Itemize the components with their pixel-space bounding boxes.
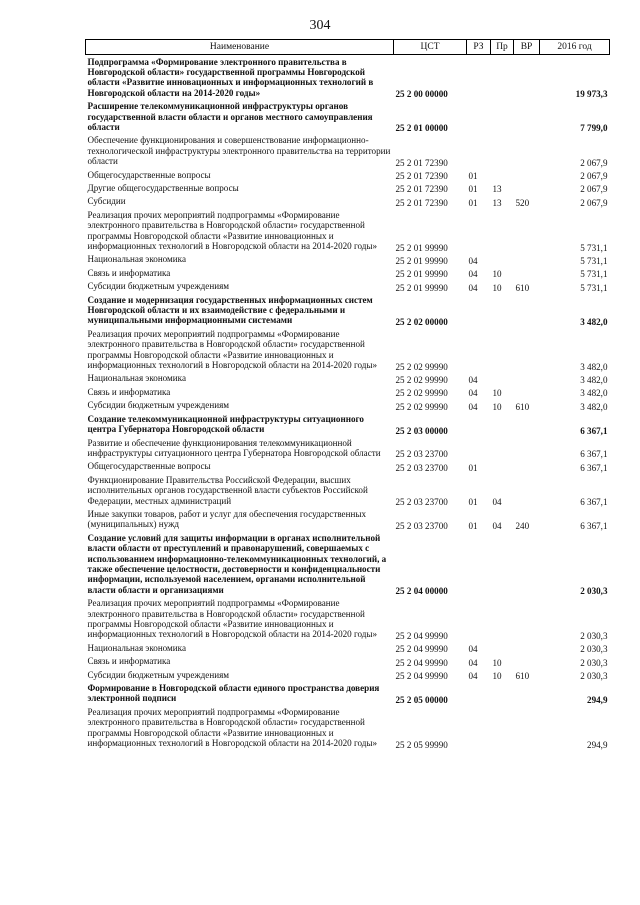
- row-value: 2 030,3: [580, 671, 608, 682]
- row-vr: [514, 705, 540, 750]
- row-vr: [514, 253, 540, 266]
- table-row: [86, 168, 610, 181]
- row-vr: [514, 436, 540, 460]
- table-row: [86, 55, 610, 100]
- row-rz: [467, 293, 491, 327]
- row-cst: 25 2 02 99990: [395, 401, 448, 412]
- header-vr: ВР: [514, 40, 540, 55]
- row-name: Реализация прочих мероприятий подпрограммы «Формирование электронного правительства в Новгородской области» государственной программы Новгородской области «Развитие инновационных и информационных технологий в Новгородской области на 2014-2020 годы»: [87, 328, 378, 371]
- row-value: 294,9: [587, 694, 608, 705]
- row-vr: [514, 327, 540, 372]
- row-rz: [467, 100, 491, 134]
- row-name: Подпрограмма «Формирование электронного правительства в Новгородской области» государственной программы Новгородской области «Развитие инновационных и информационных технологий в Новгородской области на 2014-2020 годы»: [87, 56, 374, 98]
- row-pr: [491, 531, 514, 596]
- row-value: 7 799,0: [580, 123, 608, 134]
- row-name: Расширение телекоммуникационной инфраструктуры органов государственной власти области и органов местного самоуправления области: [87, 101, 373, 132]
- row-pr: 10: [492, 269, 502, 280]
- table-row: [86, 655, 610, 668]
- row-value: 2 067,9: [580, 157, 608, 168]
- row-name: Формирование в Новгородской области единого пространства доверия электронной подписи: [87, 683, 380, 704]
- row-rz: 04: [468, 255, 478, 266]
- row-rz: 01: [468, 171, 478, 182]
- row-vr: [514, 100, 540, 134]
- row-pr: 13: [492, 197, 502, 208]
- row-cst: 25 2 01 72390: [395, 157, 448, 168]
- row-name: Субсидии бюджетным учреждениям: [87, 669, 230, 680]
- table-row: [86, 266, 610, 279]
- row-rz: 04: [468, 269, 478, 280]
- row-rz: [467, 327, 491, 372]
- row-vr: [514, 641, 540, 654]
- row-rz: 04: [468, 282, 478, 293]
- row-name: Создание и модернизация государственных информационных систем Новгородской области и их взаимодействие с федеральными и муниципальными информационными системами: [87, 294, 373, 326]
- row-pr: 10: [492, 401, 502, 412]
- row-cst: 25 2 03 23700: [395, 497, 448, 508]
- row-name: Реализация прочих мероприятий подпрограммы «Формирование электронного правительства в Новгородской области» государственной программы Новгородской области «Развитие инновационных и информационных технологий в Новгородской области на 2014-2020 годы»: [87, 598, 378, 640]
- row-vr: [514, 473, 540, 507]
- row-value: 3 482,0: [580, 361, 608, 372]
- row-value: 6 367,1: [580, 520, 608, 531]
- row-pr: [491, 436, 514, 460]
- row-cst: 25 2 01 99990: [395, 242, 448, 253]
- row-cst: 25 2 04 99990: [395, 657, 448, 668]
- row-vr: [514, 208, 540, 253]
- row-cst: 25 2 03 23700: [395, 462, 448, 473]
- row-pr: [491, 293, 514, 327]
- row-pr: [491, 55, 514, 100]
- row-pr: [491, 208, 514, 253]
- table-row: [86, 399, 610, 412]
- table-row: [86, 253, 610, 266]
- row-vr: [514, 55, 540, 100]
- row-pr: [491, 134, 514, 168]
- row-pr: [491, 327, 514, 372]
- row-cst: 25 2 03 23700: [395, 449, 448, 460]
- row-value: 6 367,1: [580, 425, 608, 436]
- row-value: 3 482,0: [580, 401, 608, 412]
- row-cst: 25 2 05 99990: [395, 739, 448, 750]
- row-pr: 04: [492, 520, 502, 531]
- table-row: [86, 100, 610, 134]
- table-row: [86, 531, 610, 596]
- row-cst: 25 2 04 99990: [395, 671, 448, 682]
- row-rz: 04: [468, 657, 478, 668]
- row-vr: [514, 597, 540, 642]
- row-pr: [491, 641, 514, 654]
- row-value: 2 067,9: [580, 197, 608, 208]
- row-rz: [467, 682, 491, 706]
- table-row: [86, 293, 610, 327]
- table-row: [86, 208, 610, 253]
- row-value: 5 731,1: [580, 269, 608, 280]
- row-vr: [514, 655, 540, 668]
- row-cst: 25 2 04 99990: [395, 644, 448, 655]
- row-pr: [491, 253, 514, 266]
- row-pr: 10: [492, 657, 502, 668]
- row-cst: 25 2 03 00000: [395, 425, 448, 436]
- row-pr: 04: [492, 497, 502, 508]
- table-row: [86, 436, 610, 460]
- row-value: 6 367,1: [580, 497, 608, 508]
- row-pr: 13: [492, 184, 502, 195]
- row-rz: [467, 134, 491, 168]
- row-rz: 01: [468, 462, 478, 473]
- row-cst: 25 2 01 00000: [395, 123, 448, 134]
- row-vr: 610: [515, 671, 530, 682]
- row-vr: 610: [515, 282, 530, 293]
- row-vr: [514, 460, 540, 473]
- header-pr: Пр: [491, 40, 514, 55]
- row-name: Реализация прочих мероприятий подпрограммы «Формирование электронного правительства в Новгородской области» государственной программы Новгородской области «Развитие инновационных и информационных технологий в Новгородской области на 2014-2020 годы»: [87, 209, 378, 251]
- row-value: 5 731,1: [580, 255, 608, 266]
- row-name: Иные закупки товаров, работ и услуг для обеспечения государственных (муниципальных) нужд: [87, 508, 366, 530]
- table-row: [86, 181, 610, 194]
- row-rz: [467, 436, 491, 460]
- row-name: Создание телекоммуникационной инфраструктуры ситуационного центра Губернатора Новгородской области: [87, 413, 364, 435]
- table-row: [86, 195, 610, 208]
- row-name: Национальная экономика: [87, 642, 186, 653]
- row-rz: [467, 597, 491, 642]
- row-value: 2 030,3: [580, 644, 608, 655]
- row-name: Создание условий для защиты информации в органах исполнительной власти области от преступлений и правонарушений, совершаемых с использованием информационно-телекоммуникационных технологий, а также обеспечение целостности, достоверности и конфиденциальности информации, используемой населением, органами исполнительной власти области и организациями: [87, 532, 387, 595]
- row-vr: 610: [515, 401, 530, 412]
- row-vr: [514, 531, 540, 596]
- row-rz: 04: [468, 374, 478, 385]
- row-value: 3 482,0: [580, 316, 608, 327]
- row-value: 3 482,0: [580, 388, 608, 399]
- table-row: [86, 280, 610, 293]
- row-cst: 25 2 01 72390: [395, 184, 448, 195]
- row-vr: [514, 385, 540, 398]
- row-cst: 25 2 04 00000: [395, 586, 448, 597]
- row-value: 5 731,1: [580, 282, 608, 293]
- row-name: Связь и информатика: [87, 656, 171, 667]
- row-cst: 25 2 03 23700: [395, 520, 448, 531]
- row-name: Развитие и обеспечение функционирования телекоммуникационной инфраструктуры ситуационного центра Губернатора Новгородской области: [87, 437, 381, 458]
- row-value: 2 030,3: [580, 630, 608, 641]
- row-vr: [514, 266, 540, 279]
- row-value: 6 367,1: [580, 462, 608, 473]
- header-year: 2016 год: [540, 40, 610, 55]
- table-row: [86, 412, 610, 436]
- row-name: Реализация прочих мероприятий подпрограммы «Формирование электронного правительства в Новгородской области» государственной программы Новгородской области «Развитие инновационных и информационных технологий в Новгородской области на 2014-2020 годы»: [87, 706, 378, 749]
- page-number: 304: [309, 18, 331, 33]
- table-row: [86, 134, 610, 168]
- row-rz: 04: [468, 671, 478, 682]
- table-row: [86, 507, 610, 531]
- row-name: Субсидии бюджетным учреждениям: [87, 400, 230, 411]
- row-rz: 04: [468, 388, 478, 399]
- row-vr: [514, 372, 540, 385]
- row-cst: 25 2 01 99990: [395, 282, 448, 293]
- row-vr: [514, 181, 540, 194]
- row-value: 294,9: [587, 739, 608, 750]
- row-pr: [491, 100, 514, 134]
- row-value: 2 030,3: [580, 586, 608, 597]
- table-row: [86, 460, 610, 473]
- row-rz: 01: [468, 197, 478, 208]
- row-pr: [491, 705, 514, 750]
- row-vr: 240: [515, 520, 530, 531]
- row-name: Связь и информатика: [87, 267, 171, 278]
- row-name: Субсидии бюджетным учреждениям: [87, 281, 230, 292]
- header-rz: РЗ: [467, 40, 491, 55]
- row-cst: 25 2 01 72390: [395, 171, 448, 182]
- table-row: [86, 682, 610, 706]
- row-rz: 04: [468, 644, 478, 655]
- row-name: Субсидии: [87, 196, 126, 207]
- row-name: Другие общегосударственные вопросы: [87, 182, 239, 193]
- row-rz: 01: [468, 497, 478, 508]
- table-row: [86, 705, 610, 750]
- row-cst: 25 2 01 72390: [395, 197, 448, 208]
- row-cst: 25 2 02 99990: [395, 388, 448, 399]
- row-vr: [514, 168, 540, 181]
- row-vr: [514, 134, 540, 168]
- header-cst: ЦСТ: [394, 40, 467, 55]
- row-cst: 25 2 04 99990: [395, 630, 448, 641]
- row-cst: 25 2 01 99990: [395, 269, 448, 280]
- row-pr: [491, 168, 514, 181]
- row-rz: 04: [468, 401, 478, 412]
- row-pr: [491, 682, 514, 706]
- row-value: 2 067,9: [580, 171, 608, 182]
- row-pr: 10: [492, 282, 502, 293]
- row-cst: 25 2 02 99990: [395, 361, 448, 372]
- row-rz: 01: [468, 520, 478, 531]
- table-row: [86, 372, 610, 385]
- row-rz: [467, 55, 491, 100]
- row-cst: 25 2 01 99990: [395, 255, 448, 266]
- row-vr: [514, 682, 540, 706]
- budget-table: [85, 39, 610, 750]
- row-vr: 520: [515, 197, 530, 208]
- table-row: [86, 327, 610, 372]
- row-name: Общегосударственные вопросы: [87, 169, 211, 180]
- row-name: Обеспечение функционирования и совершенствование информационно-технологической инфраструктуры электронного правительства на территории области: [87, 135, 391, 167]
- row-rz: [467, 208, 491, 253]
- row-name: Национальная экономика: [87, 254, 186, 265]
- row-name: Национальная экономика: [87, 373, 186, 384]
- row-cst: 25 2 05 00000: [395, 694, 448, 705]
- row-name: Функционирование Правительства Российской Федерации, высших исполнительных органов государственной власти субъектов Российской Федерации, местных администраций: [87, 474, 368, 506]
- row-pr: [491, 372, 514, 385]
- table-row: [86, 385, 610, 398]
- row-value: 2 030,3: [580, 657, 608, 668]
- row-cst: 25 2 02 99990: [395, 374, 448, 385]
- row-pr: [491, 412, 514, 436]
- row-cst: 25 2 02 00000: [395, 316, 448, 327]
- row-rz: [467, 412, 491, 436]
- table-row: [86, 641, 610, 654]
- row-rz: [467, 531, 491, 596]
- table-row: [86, 473, 610, 507]
- table-body: [86, 55, 610, 750]
- row-value: 3 482,0: [580, 374, 608, 385]
- row-vr: [514, 293, 540, 327]
- row-pr: 10: [492, 388, 502, 399]
- row-cst: 25 2 00 00000: [395, 89, 448, 100]
- row-pr: [491, 460, 514, 473]
- row-rz: 01: [468, 184, 478, 195]
- header-name: Наименование: [86, 40, 394, 55]
- row-value: 5 731,1: [580, 242, 608, 253]
- row-rz: [467, 705, 491, 750]
- table-row: [86, 668, 610, 681]
- row-value: 2 067,9: [580, 184, 608, 195]
- table-row: [86, 597, 610, 642]
- row-pr: [491, 597, 514, 642]
- row-name: Общегосударственные вопросы: [87, 461, 211, 472]
- row-value: 19 973,3: [575, 89, 608, 100]
- table-header-row: [86, 40, 610, 55]
- row-value: 6 367,1: [580, 449, 608, 460]
- row-pr: 10: [492, 671, 502, 682]
- row-vr: [514, 412, 540, 436]
- row-name: Связь и информатика: [87, 386, 171, 397]
